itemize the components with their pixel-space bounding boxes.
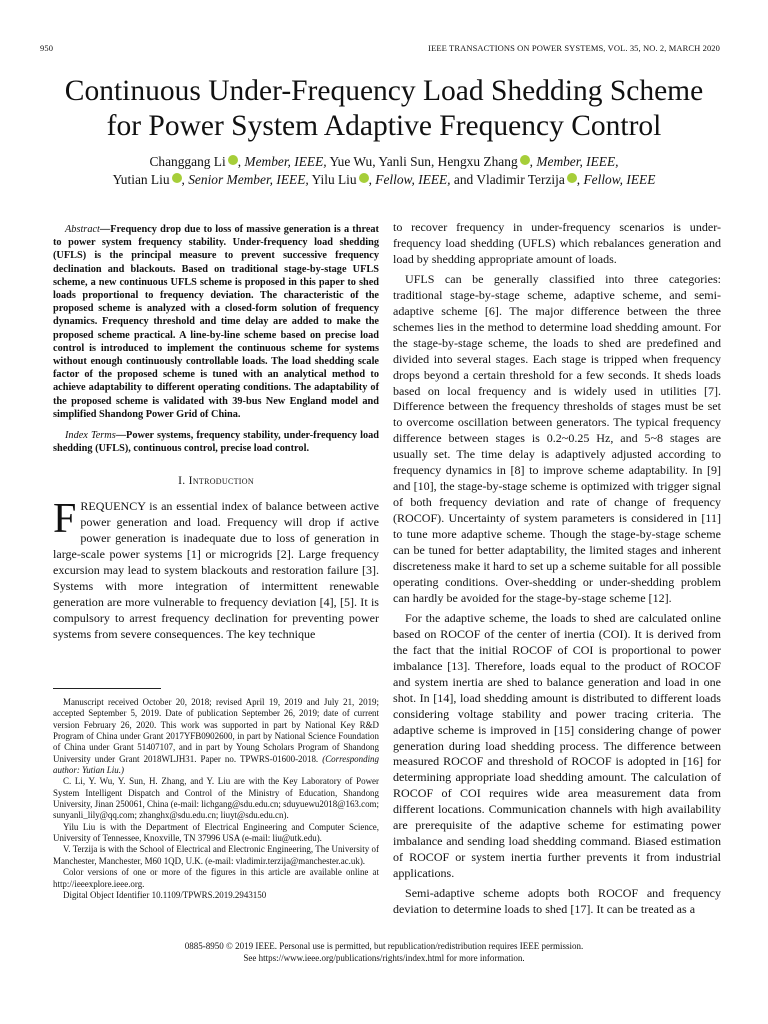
title-line-2: for Power System Adaptive Frequency Control [106,110,662,142]
left-column [53,220,379,643]
author-name: Changgang Li [149,154,226,169]
intro-paragraph [53,496,379,643]
orcid-icon[interactable] [567,173,577,183]
footnote-affiliation: V. Terzija is with the School of Electrical and Electronic Engineering, The University of Manchester, Manchester, M60 1QD, U.K. (e-mail: vladimir.terzija@manchester.ac.uk). [53,844,379,866]
section-heading [53,474,379,487]
index-terms [53,429,379,455]
author-role: Senior Member, IEEE, [188,172,309,187]
author-line-2: Yutian Liu , Senior Member, IEEE, Yilu Liu , Fellow, IEEE, and Vladimir Terzija , Fellow, IEEE [112,172,656,187]
author-role: Fellow, IEEE, [375,172,451,187]
copyright-footer [0,940,768,964]
orcid-icon[interactable] [228,155,238,165]
intro-paragraph-text: REQUENCY is an essential index of balance between active power generation and load. Frequency will drop if active power generation is inadequate due to loss of generation in large-scale power systems [1] or microgrids [2]. Large frequency excursion may lead to system blackouts and restoration failure [3]. Systems with more integration of intermittent renewable generation are more vulnerable to frequency deviation [4], [5]. It is compulsory to arrest frequency declination for preventing power systems from severe consequences. The key technique [53,499,379,642]
body-paragraph: Semi-adaptive scheme adopts both ROCOF and frequency deviation to determine loads to shed [17]. It can be treated as a [393,886,721,917]
abstract [53,223,379,455]
intro-text [53,496,379,643]
abstract-text: —Frequency drop due to loss of massive generation is a threat to power system frequency stability. Under-frequency load shedding (UFLS) is the principal measure to prevent successive frequency declination and blackouts. Based on traditional stage-by-stage UFLS scheme, a new continuous UFLS scheme is proposed in this paper to shed loads proportional to frequency deviation. The characteristic of the proposed scheme is analyzed with a closed-form solution of frequency dynamics. Frequency threshold and time delay are added to make the proposed scheme practical. A line-by-line scheme based on precise load control is introduced to implement the continuous scheme for systems without enough continuously controllable loads. The load shedding scale factor of the proposed scheme is tuned with an analytical method to achieve adaptability to different operating conditions. The adaptability of the proposed scheme is validated with 39-bus New England model and simplified Shandong Power Grid of China. [53,224,379,420]
footnote-text: Manuscript received October 20, 2018; revised April 19, 2019 and July 21, 2019; accepted September 5, 2019. Date of publication September 26, 2019; date of current version February 26, 2020. This work was supported in part by National Key R&D Program of China under Grant 2017YFB0902600, in part by National Science Foundation of China under Grant 51407107, and in part by Young Scholars Program of Shandong University under Grant 2018WLJH31. Paper no. TPWRS-01600-2018. [53,697,379,764]
journal-header: IEEE TRANSACTIONS ON POWER SYSTEMS, VOL. 35, NO. 2, MARCH 2020 [428,43,720,53]
author-role: Member, IEEE, [244,154,327,169]
paper-title [40,74,728,144]
index-terms-label: Index Terms [65,430,116,442]
right-column [393,220,721,918]
body-paragraph: UFLS can be generally classified into three categories: traditional stage-by-stage scheme, adaptive scheme, and semi-adaptive scheme [6]. The major difference between the three schemes lies in the method to determine load shedding amount. For the stage-by-stage scheme, the loads to shed are predefined and divided into several stages. Each stage is tripped when frequency drops beyond a certain threshold for a few seconds. It sheds loads based on local frequency and is widely used in utilities [7]. Difference between the frequency thresholds of stages must be set to overcome oscillation between generators. The typical frequency difference between stages is 0.2~0.25 Hz, and 5~8 stages are usually set. The time delay is adaptively adjusted according to frequency dynamics in [8] to improve scheme adaptability. In [9] and [10], the stage-by-stage scheme is optimized with trigger signal of both frequency deviation and rate of change of frequency (ROCOF). Uncertainty of system parameters is considered in [11] to tune more adaptive scheme. Though the stage-by-stage scheme can be tuned for better adaptability, the limited stages and inherent discreteness make it hard to set up a scheme suitable for all possible operating conditions. Over-shedding or under-shedding problem can hardly be avoided for the stage-by-stage scheme [12]. [393,271,721,605]
abstract-label: Abstract [65,224,100,235]
footnotes [53,688,379,901]
body-paragraph: For the adaptive scheme, the loads to shed are calculated online based on ROCOF of the center of inertia (COI). It is derived from the fact that the initial ROCOF of COI is proportional to power imbalance [13]. Therefore, loads equal to the product of ROCOF and system inertia are shed to balance generation and load in one shot. In [14], load shedding amount is distributed to different loads considering voltage stability and power tracing criteria. The adaptive scheme is improved in [15] considering change of power generation during load shedding process. The difference between measured ROCOF and threshold of ROCOF is adopted in [16] for determining appropriate load shedding amount. The calculation of ROCOF of COI requires wide area measurement data from different locations. Communication channels with high availability are prerequisite of the adaptive scheme for estimating power imbalance and sending load shedding command. Biased estimation of ROCOF or system inertia further prevents it from industrial applications. [393,610,721,881]
orcid-icon[interactable] [520,155,530,165]
author-role: Member, IEEE, [536,154,619,169]
footnote-affiliation: Yilu Liu is with the Department of Electrical Engineering and Computer Science, University of Tennessee, Knoxville, TN 37996 USA (e-mail: liu@utk.edu). [53,821,379,844]
orcid-icon[interactable] [359,173,369,183]
section-title: Introduction [188,474,254,488]
drop-cap: F [53,496,77,543]
author-name: and Vladimir Terzija [453,172,565,187]
author-role: Fellow, IEEE [583,172,656,187]
page-number: 950 [40,43,54,53]
corresponding-author: (Corresponding author: Yutian Liu.) [53,753,379,776]
rights-link-line: See https://www.ieee.org/publications/rights/index.html for more information. [243,953,525,963]
title-line-1: Continuous Under-Frequency Load Shedding Scheme [64,75,704,107]
author-name: Yutian Liu [112,172,170,187]
author-name: Yue Wu, Yanli Sun, Hengxu Zhang [329,154,518,169]
author-line-1: Changgang Li , Member, IEEE, Yue Wu, Yanli Sun, Hengxu Zhang , Member, IEEE, [149,154,619,169]
abstract-paragraph [53,223,379,421]
copyright-line: 0885-8950 © 2019 IEEE. Personal use is permitted, but republication/redistribution requires IEEE permission. [184,941,584,951]
footnote-manuscript [53,697,379,776]
body-paragraph: to recover frequency in under-frequency scenarios is under-frequency load shedding (UFLS) which rebalances generation and load by shedding appropriate amount of loads. [393,220,721,266]
author-list [40,153,728,189]
right-column-text [393,220,721,918]
author-name: Yilu Liu [311,172,357,187]
orcid-icon[interactable] [172,173,182,183]
footnote-doi: Digital Object Identifier 10.1109/TPWRS.2019.2943150 [63,889,267,900]
section-number: I. [178,474,186,488]
index-terms-text: —Power systems, frequency stability, under-frequency load shedding (UFLS), continuous control, precise load control. [53,430,379,455]
footnote-affiliation: C. Li, Y. Wu, Y. Sun, H. Zhang, and Y. Liu are with the Key Laboratory of Power System Intelligent Dispatch and Control of the Ministry of Education, Shandong University, Jinan 250061, China (e-mail: lichgang@sdu.edu.cn; sduyuewu2018@163.com; sunyanli_lily@qq.com; zhanghx@sdu.edu.cn; liuyt@sdu.edu.cn). [53,776,379,821]
footnote-color-note: Color versions of one or more of the figures in this article are available online at http://ieeexplore.ieee.org. [53,867,379,889]
